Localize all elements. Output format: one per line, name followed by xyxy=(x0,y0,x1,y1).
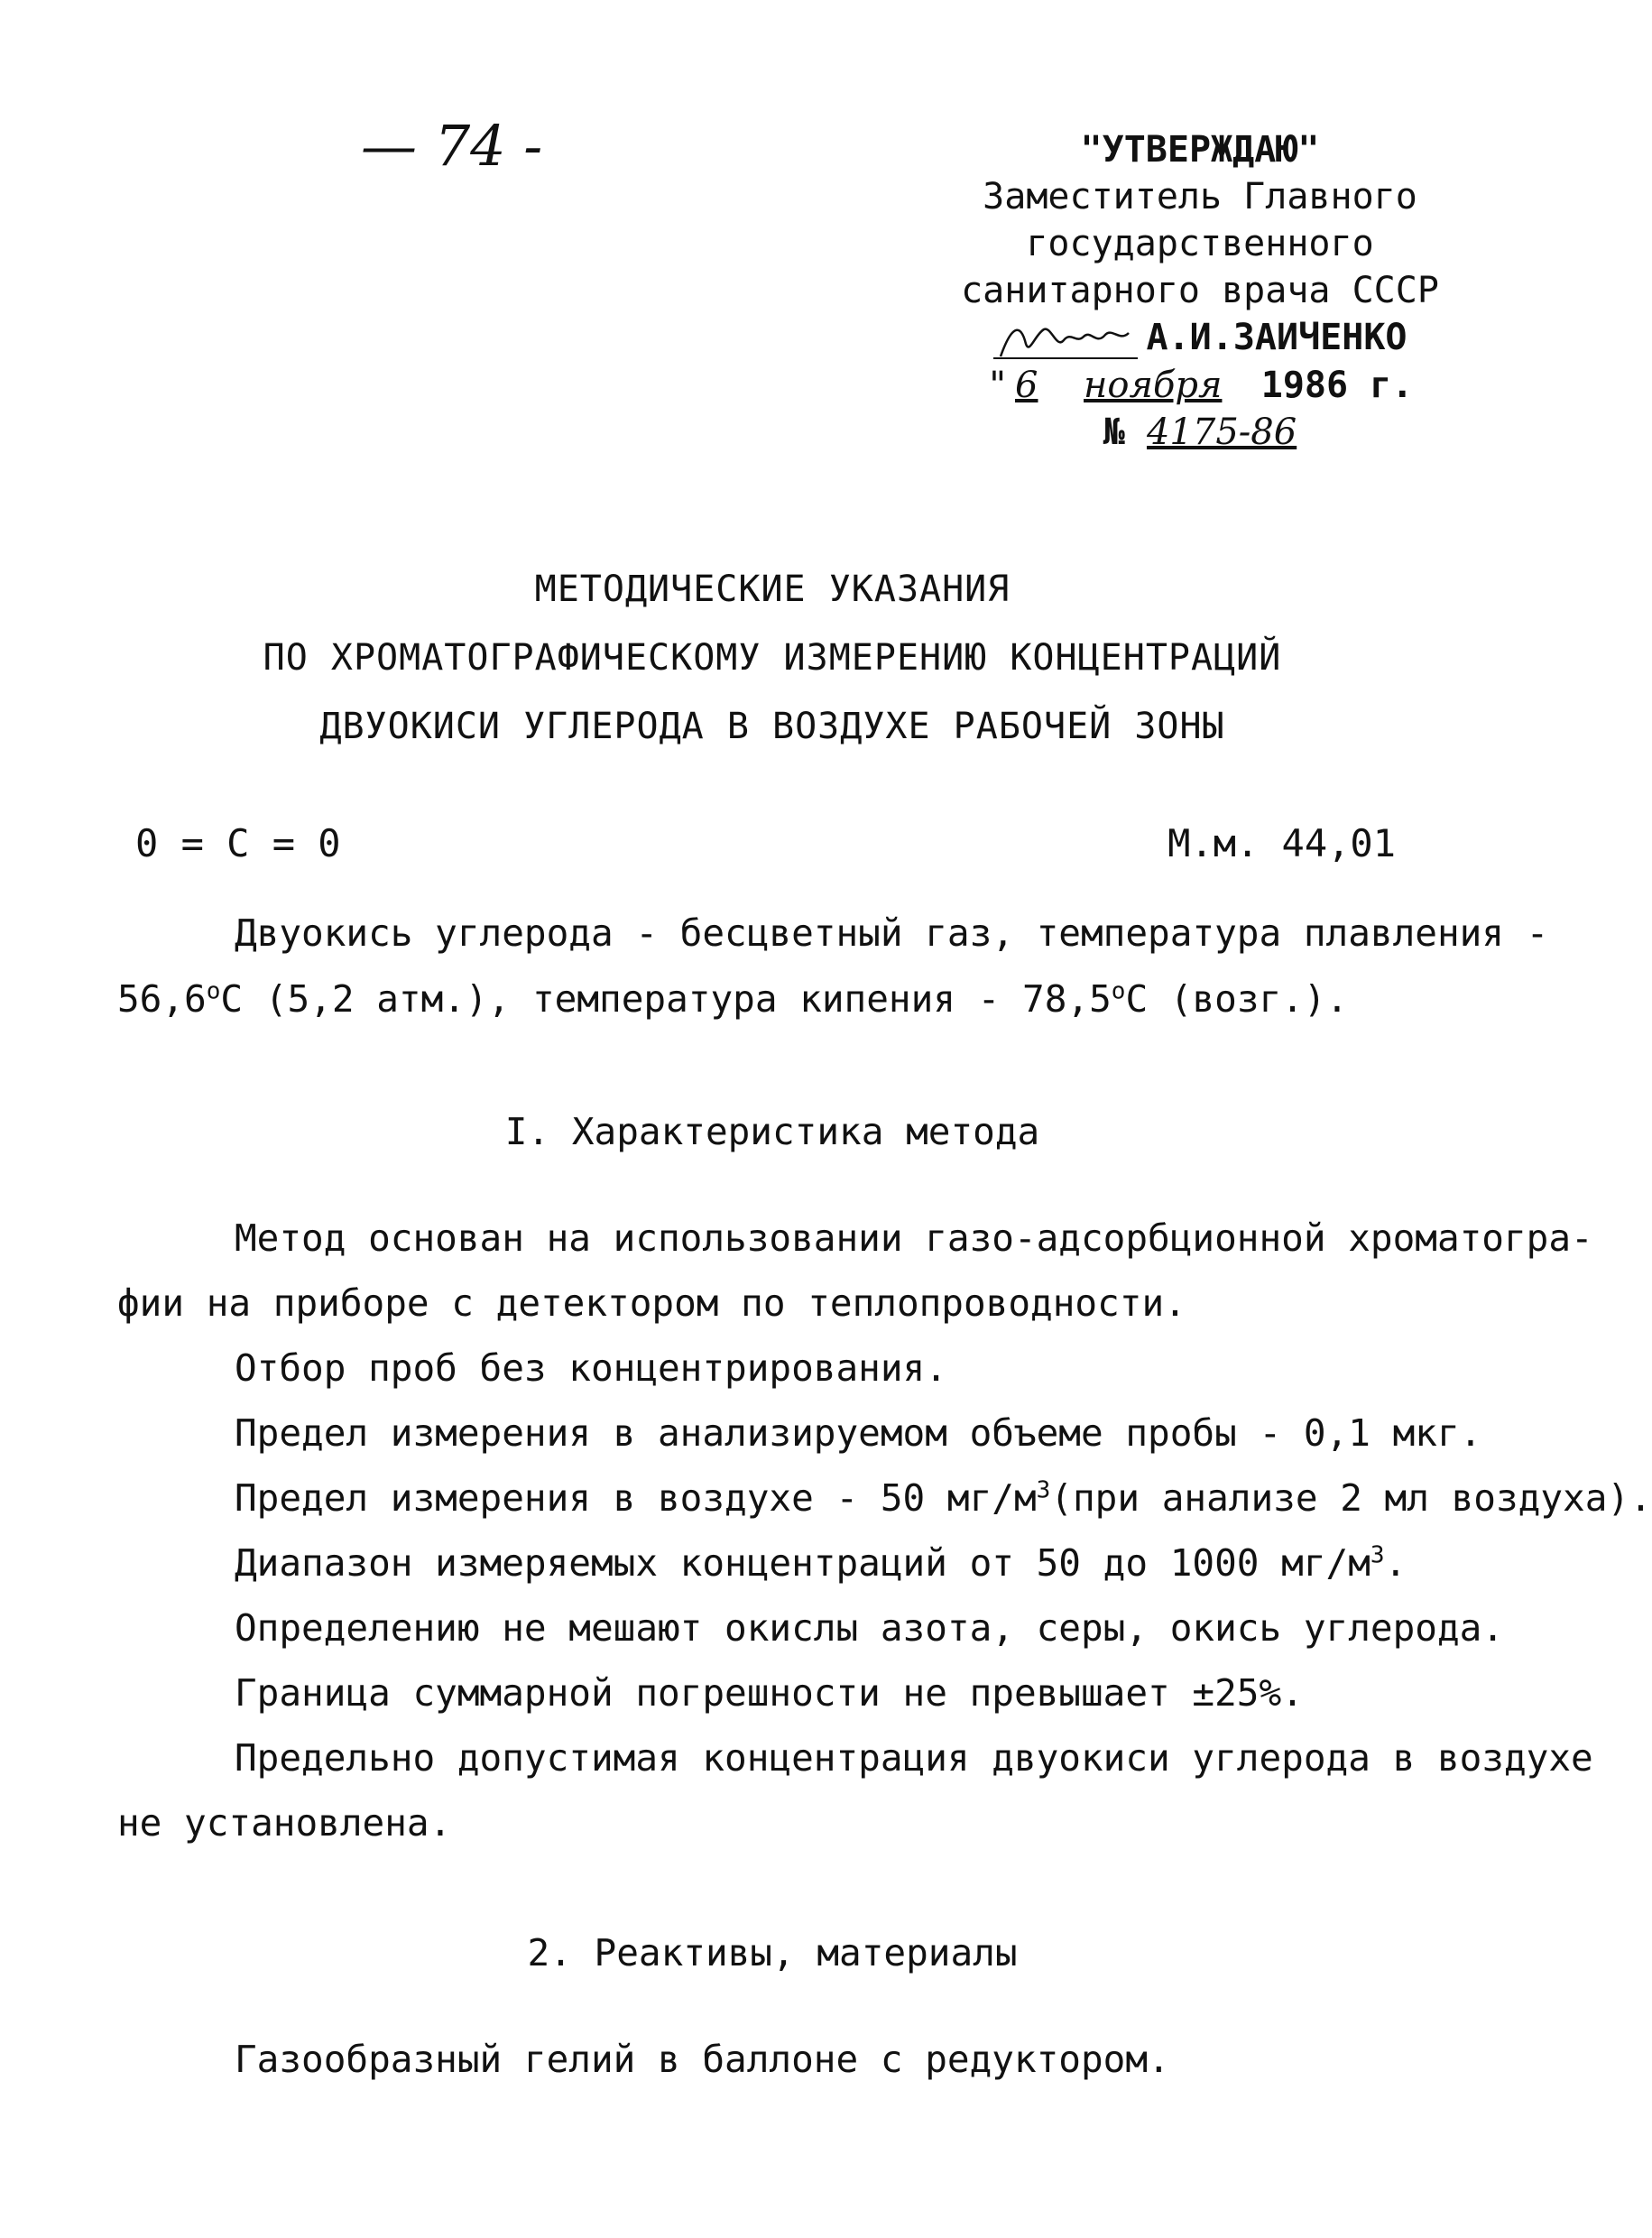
section-1-p5 xyxy=(235,1541,1407,1585)
date-quote: " xyxy=(986,365,1009,406)
signer-name: А.И.ЗАИЧЕНКО xyxy=(1146,317,1407,358)
date-month: ноября xyxy=(1084,365,1223,406)
approval-number xyxy=(947,409,1453,456)
cubic-superscript: 3 xyxy=(1036,1476,1051,1504)
approval-block xyxy=(947,126,1453,456)
degree-sign: o xyxy=(1111,977,1126,1005)
period: . xyxy=(1281,1671,1304,1715)
detection-limit-note: (при анализе 2 мл воздуха). xyxy=(1050,1476,1652,1520)
section-1-p4 xyxy=(235,1476,1652,1520)
section-1-p8-line-1: Предельно допустимая концентрация двуокиси углерода в воздухе xyxy=(235,1736,1593,1780)
error-bound-label: Граница суммарной погрешности не превышает xyxy=(235,1671,1193,1715)
melting-point-value: 56,6 xyxy=(117,977,207,1021)
section-1-p1-line-1: Метод основан на использовании газо-адсорбционной хроматогра- xyxy=(235,1216,1593,1260)
title-line-1: МЕТОДИЧЕСКИЕ УКАЗАНИЯ xyxy=(534,569,1011,610)
detection-limit-air: Предел измерения в воздухе - 50 мг/м xyxy=(235,1476,1037,1520)
description-line-2 xyxy=(117,977,1348,1021)
structural-formula: 0 = C = 0 xyxy=(135,821,341,865)
section-1-p7 xyxy=(235,1671,1304,1715)
section-1-p8-line-2: не установлена. xyxy=(117,1801,452,1845)
section-1-heading: I. Характеристика метода xyxy=(504,1110,1040,1153)
handwritten-signature xyxy=(993,317,1147,362)
number-sign: № xyxy=(1103,412,1125,453)
section-2-p1: Газообразный гелий в баллоне с редуктором. xyxy=(235,2038,1170,2081)
signature-line xyxy=(947,314,1453,362)
approval-heading: "УТВЕРЖДАЮ" xyxy=(1080,129,1320,171)
approval-number-value: 4175-86 xyxy=(1146,412,1297,453)
document-title xyxy=(0,555,1545,761)
title-line-3: ДВУОКИСИ УГЛЕРОДА В ВОЗДУХЕ РАБОЧЕЙ ЗОНЫ xyxy=(319,706,1225,747)
section-1-p2: Отбор проб без концентрирования. xyxy=(235,1346,947,1390)
concentration-range: Диапазон измеряемых концентраций от 50 до 1000 мг/м xyxy=(235,1541,1371,1585)
approval-date xyxy=(947,362,1453,409)
molar-mass: М.м. 44,01 xyxy=(1167,821,1396,865)
section-1-p3: Предел измерения в анализируемом объеме пробы - 0,1 мкг. xyxy=(235,1411,1482,1455)
approval-position-line-2: государственного xyxy=(1026,223,1374,264)
description-line-2-middle: С (5,2 атм.), температура кипения - 78,5 xyxy=(220,977,1112,1021)
date-day: 6 xyxy=(1015,365,1038,406)
section-1-p1-line-2: фии на приборе с детектором по теплопроводности. xyxy=(117,1281,1186,1325)
description-line-1: Двуокись углерода - бесцветный газ, температура плавления - xyxy=(235,911,1549,955)
section-1-p6: Определению не мешают окислы азота, серы, окись углерода. xyxy=(235,1606,1504,1650)
cubic-superscript: 3 xyxy=(1370,1541,1385,1569)
period: . xyxy=(1384,1541,1407,1585)
title-line-2: ПО ХРОМАТОГРАФИЧЕСКОМУ ИЗМЕРЕНИЮ КОНЦЕНТРАЦИЙ xyxy=(263,637,1282,679)
approval-position-line-3: санитарного врача СССР xyxy=(961,270,1439,311)
date-year: 1986 г. xyxy=(1260,365,1414,406)
degree-sign: o xyxy=(206,977,221,1005)
error-bound-value: ±25% xyxy=(1192,1671,1282,1715)
approval-position-line-1: Заместитель Главного xyxy=(983,176,1417,217)
page-number: — 74 - xyxy=(361,113,543,179)
section-2-heading: 2. Реактивы, материалы xyxy=(527,1931,1018,1974)
description-line-2-end: С (возг.). xyxy=(1125,977,1349,1021)
